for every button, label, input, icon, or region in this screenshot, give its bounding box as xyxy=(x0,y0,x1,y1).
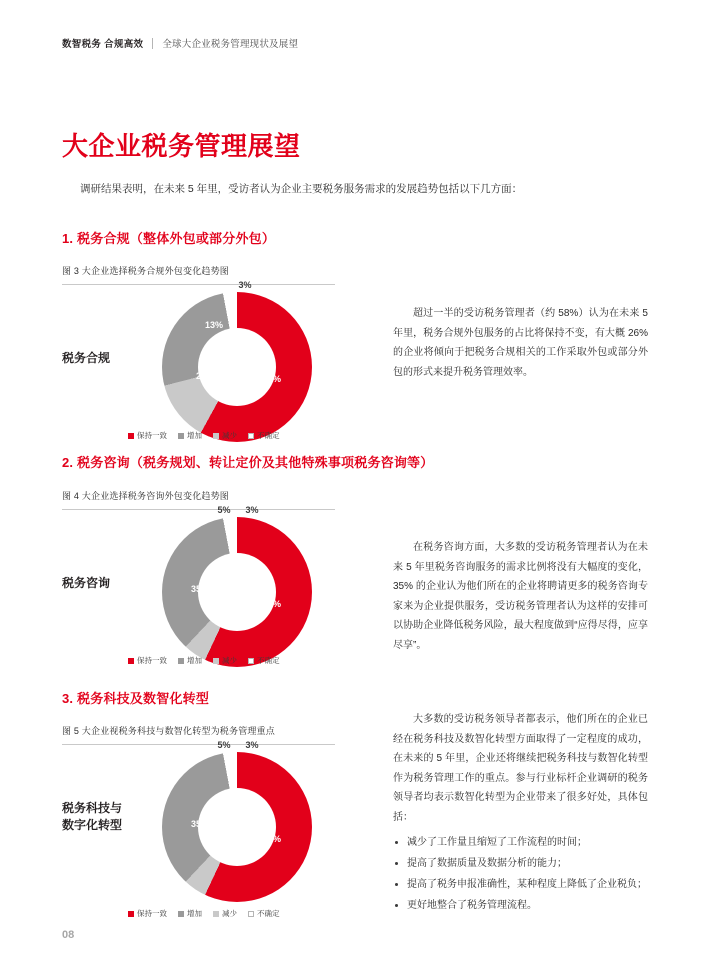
section-3-bullet-list xyxy=(393,833,648,915)
chart-2-donut xyxy=(162,505,312,667)
donut-hole xyxy=(198,553,276,631)
legend-swatch-icon xyxy=(248,911,254,917)
legend-label: 保持一致 xyxy=(137,656,167,665)
legend-item xyxy=(178,430,202,441)
legend-swatch-icon xyxy=(213,433,219,439)
legend-swatch-icon xyxy=(178,433,184,439)
section-1-heading: 1. 税务合规（整体外包或部分外包） xyxy=(62,231,276,246)
chart-1-donut xyxy=(162,280,312,442)
chart-1-label: 税务合规 xyxy=(62,351,111,365)
slice-label-3c: 5% xyxy=(217,740,231,750)
legend-label: 增加 xyxy=(187,431,202,440)
slice-label-1c: 13% xyxy=(204,320,224,330)
page-title: 大企业税务管理展望 xyxy=(62,131,301,161)
chart-2-legend xyxy=(128,655,280,666)
list-item: 减少了工作量且缩短了工作流程的时间； xyxy=(393,833,648,852)
section-2-rule xyxy=(62,509,335,510)
section-2-heading: 2. 税务咨询（税务规划、转让定价及其他特殊事项税务咨询等） xyxy=(62,455,434,470)
slice-label-1d: 3% xyxy=(238,280,252,290)
legend-label: 减少 xyxy=(222,656,237,665)
chart-3-donut xyxy=(162,740,312,902)
legend-item xyxy=(248,655,280,666)
legend-swatch-icon xyxy=(213,658,219,664)
legend-item xyxy=(213,908,237,919)
legend-swatch-icon xyxy=(128,658,134,664)
legend-swatch-icon xyxy=(128,433,134,439)
section-2-body xyxy=(393,538,648,655)
legend-swatch-icon xyxy=(248,433,254,439)
slice-label-1a: 58% xyxy=(262,374,282,384)
legend-swatch-icon xyxy=(248,658,254,664)
list-item: 提高了税务申报准确性，某种程度上降低了企业税负； xyxy=(393,875,648,894)
legend-label: 增加 xyxy=(187,656,202,665)
legend-item xyxy=(213,430,237,441)
section-2-figure-caption: 图 4 大企业选择税务咨询外包变化趋势图 xyxy=(62,491,230,501)
section-3-heading: 3. 税务科技及数智化转型 xyxy=(62,691,210,706)
slice-label-2b: 35% xyxy=(190,584,210,594)
legend-label: 减少 xyxy=(222,431,237,440)
slice-label-3d: 3% xyxy=(245,740,259,750)
legend-label: 保持一致 xyxy=(137,909,167,918)
legend-item xyxy=(178,655,202,666)
intro-paragraph: 调研结果表明，在未来 5 年里，受访者认为企业主要税务服务需求的发展趋势包括以下几方面： xyxy=(80,183,523,195)
section-1-body xyxy=(393,304,648,382)
page-header xyxy=(62,36,648,50)
donut-hole xyxy=(198,788,276,866)
legend-item xyxy=(248,908,280,919)
chart-3-label-line1: 税务科技与 xyxy=(62,801,123,815)
legend-label: 保持一致 xyxy=(137,431,167,440)
donut-ring xyxy=(162,740,312,902)
section-1-body-text: 超过一半的受访税务管理者（约 58%）认为在未来 5 年里，税务合规外包服务的占比将保持不变，有大概 26% 的企业将倾向于把税务合规相关的工作采取外包或部分外包的形式来提升税务管理效率。 xyxy=(393,308,648,378)
header-brand: 数智税务 合规高效 xyxy=(62,39,144,50)
donut-hole xyxy=(195,328,276,406)
legend-item xyxy=(128,430,167,441)
chart-3-label xyxy=(62,800,122,835)
list-item: 更好地整合了税务管理流程。 xyxy=(393,896,648,915)
chart-3 xyxy=(62,740,362,902)
legend-label: 不确定 xyxy=(257,909,280,918)
donut-ring xyxy=(162,280,312,442)
legend-label: 增加 xyxy=(187,909,202,918)
chart-1-legend xyxy=(128,430,280,441)
section-2-body-text: 在税务咨询方面，大多数的受访税务管理者认为在未来 5 年里税务咨询服务的需求比例将没有大幅度的变化，35% 的企业认为他们所在的企业将聘请更多的税务咨询专家来为企业提供服务，受访税务管理者认为这样的安排可以协助企业降低税务风险，最大程度做到“应得尽得，应享尽享”。 xyxy=(393,542,648,651)
legend-item xyxy=(128,908,167,919)
chart-2 xyxy=(62,505,362,667)
section-3-figure-caption: 图 5 大企业视税务科技与数智化转型为税务管理重点 xyxy=(62,726,276,736)
list-item: 提高了数据质量及数据分析的能力； xyxy=(393,854,648,873)
legend-swatch-icon xyxy=(128,911,134,917)
legend-item xyxy=(248,430,280,441)
donut-ring xyxy=(162,505,312,667)
chart-3-legend xyxy=(128,908,280,919)
slice-label-3b: 35% xyxy=(190,819,210,829)
page-number: 08 xyxy=(62,929,75,941)
legend-label: 不确定 xyxy=(257,431,280,440)
slice-label-3a: 57% xyxy=(262,834,282,844)
legend-item xyxy=(128,655,167,666)
legend-item xyxy=(213,655,237,666)
slice-label-2d: 3% xyxy=(245,505,259,515)
header-subtitle: 全球大企业税务管理现状及展望 xyxy=(162,39,299,50)
section-1-figure-caption: 图 3 大企业选择税务合规外包变化趋势图 xyxy=(62,266,230,276)
section-3-body xyxy=(393,710,648,917)
chart-2-label: 税务咨询 xyxy=(62,576,111,590)
legend-swatch-icon xyxy=(213,911,219,917)
chart-1 xyxy=(62,280,362,442)
legend-label: 不确定 xyxy=(257,656,280,665)
legend-label: 减少 xyxy=(222,909,237,918)
section-1-rule xyxy=(62,284,335,285)
section-3-body-text: 大多数的受访税务领导者都表示，他们所在的企业已经在税务科技及数智化转型方面取得了一定程度的成功，在未来的 5 年里，企业还将继续把税务科技与数智化转型作为税务管理工作的重点。参与行业标杆企业调研的税务领导者均表示数智化转型为企业带来了很多好处，具体包括： xyxy=(393,714,648,823)
slice-label-1b: 26% xyxy=(195,371,215,381)
section-3-rule xyxy=(62,744,335,745)
legend-item xyxy=(178,908,202,919)
legend-swatch-icon xyxy=(178,658,184,664)
header-divider xyxy=(152,38,153,49)
legend-swatch-icon xyxy=(178,911,184,917)
chart-3-label-line2: 数字化转型 xyxy=(62,818,123,833)
slice-label-2a: 57% xyxy=(262,599,282,609)
slice-label-2c: 5% xyxy=(217,505,231,515)
